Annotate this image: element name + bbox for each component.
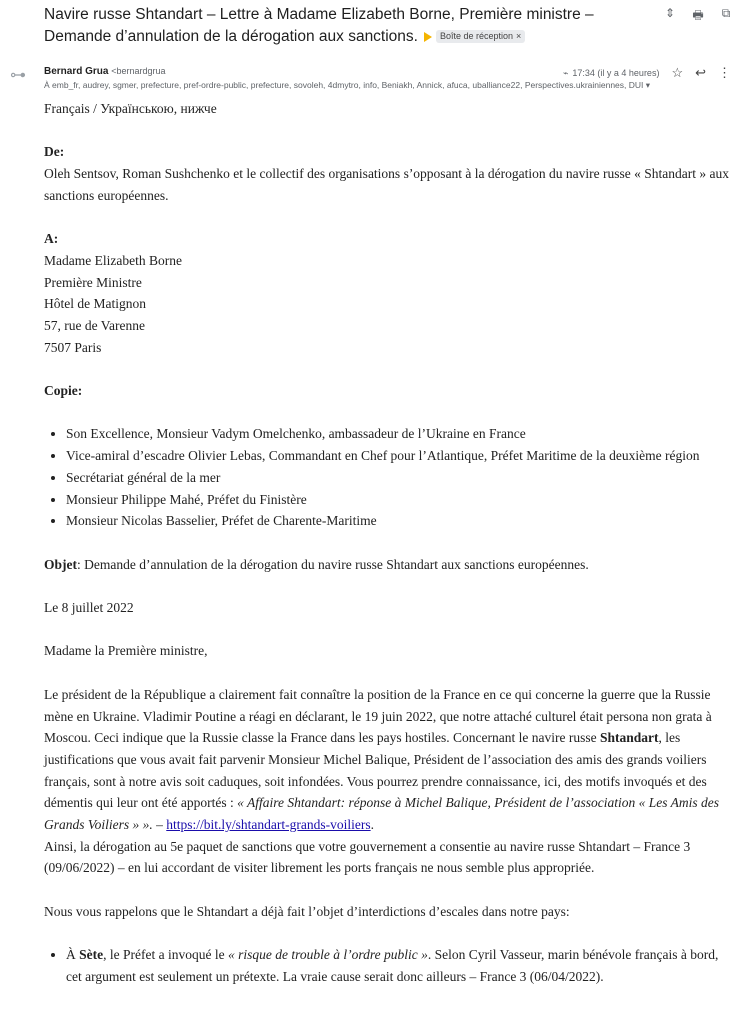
- port-name: Sète: [79, 947, 104, 963]
- paragraph-2: Ainsi, la dérogation au 5e paquet de sanctions que votre gouvernement a consentie au navire russe Shtandart – France 3 (09/06/2022) – en lui accordant de visiter librement les ports français ne nous semble plus appropriée.: [44, 838, 691, 876]
- print-icon[interactable]: 🖶: [692, 8, 704, 22]
- from-text: Oleh Sentsov, Roman Sushchenko et le collectif des organisations s’opposant à la dérogation du navire russe « Shtandart » aux sanctions européennes.: [44, 166, 729, 203]
- sender-line: [44, 66, 166, 77]
- sender-name[interactable]: Bernard Grua: [44, 66, 109, 77]
- reply-icon[interactable]: ↩: [695, 65, 706, 80]
- sender-email: <bernardgrua: [111, 66, 166, 76]
- address-line-3: Hôtel de Matignon: [44, 296, 146, 312]
- copy-label: Copie:: [44, 383, 83, 399]
- language-line: Français / Українською, нижче: [44, 101, 217, 116]
- paragraph-1-end: .: [370, 817, 374, 833]
- object-line: [44, 554, 734, 576]
- bullet-text-c: . Selon Cyril Vasseur, marin bénévole français à bord, cet argument est seulement un prétexte. La vraie cause serait donc ailleurs – France 3 (06/04/2022).: [66, 947, 719, 984]
- paragraph-1-text-b: , les justifications que vous avait fait parvenir Monsieur Michel Balique, Président de l’association des amis des grands voiliers français, sont à notre avis soit caduques, soit infondées. Vous pourrez prendre connaissance, ici, des motifs invoqués et des démentis qui leur ont été apportés :: [44, 730, 707, 811]
- paragraph-1: [44, 684, 734, 836]
- recipients-dropdown-icon[interactable]: ▾: [645, 80, 651, 90]
- recipients-text: À emb_fr, audrey, sgmer, prefecture, pref-ordre-public, prefecture, sovoleh, 4dmytro, info, Beniakh, Annick, afuca, uballiance22, Perspectives.ukrainiennes, DUI: [44, 80, 644, 90]
- recipients-line[interactable]: [44, 80, 694, 91]
- message-meta: [563, 65, 731, 81]
- copy-item: • Monsieur Philippe Mahé, Préfet du Finistère: [66, 489, 734, 511]
- importance-marker-icon[interactable]: [424, 32, 432, 42]
- more-options-icon[interactable]: ⋮: [718, 65, 731, 80]
- letter-date: Le 8 juillet 2022: [44, 600, 134, 616]
- message-time: 17:34 (il y a 4 heures): [572, 68, 660, 78]
- copy-item: • Vice-amiral d’escadre Olivier Lebas, Commandant en Chef pour l’Atlantique, Préfet Maritime de la deuxième région: [66, 445, 734, 467]
- inbox-label[interactable]: [436, 30, 525, 43]
- bullet-quote: « risque de trouble à l’ordre public »: [227, 947, 428, 963]
- expand-all-icon[interactable]: ⇕: [664, 6, 676, 20]
- ship-name: Shtandart: [600, 730, 659, 746]
- bullet-text-b: , le Préfet a invoqué le: [103, 947, 228, 963]
- address-line-1: Madame Elizabeth Borne: [44, 252, 182, 268]
- subject-text: Navire russe Shtandart – Lettre à Madame Elizabeth Borne, Première ministre – Demande d’annulation de la dérogation aux sanctions.: [44, 6, 594, 45]
- copy-list: [44, 423, 734, 532]
- list-item: [66, 944, 734, 987]
- copy-item: • Secrétariat général de la mer: [66, 467, 734, 489]
- star-icon[interactable]: ☆: [671, 65, 684, 80]
- article-link[interactable]: https://bit.ly/shtandart-grands-voiliers: [166, 817, 371, 833]
- object-text: : Demande d’annulation de la dérogation du navire russe Shtandart aux sanctions européennes.: [77, 556, 589, 572]
- paragraph-1-dash: –: [152, 817, 167, 833]
- copy-item: • Monsieur Nicolas Basselier, Préfet de Charente-Maritime: [66, 510, 734, 532]
- from-label: De:: [44, 144, 65, 160]
- address-line-2: Première Ministre: [44, 274, 142, 290]
- to-label: A:: [44, 231, 59, 247]
- sender-avatar[interactable]: ⊶: [10, 67, 26, 84]
- inbox-label-text: Boîte de réception: [439, 31, 514, 42]
- email-subject: [44, 4, 644, 48]
- port-ban-list: [44, 944, 734, 987]
- paragraph-3: Nous vous rappelons que le Shtandart a déjà fait l’objet d’interdictions d’escales dans notre pays:: [44, 903, 570, 919]
- copy-item: • Son Excellence, Monsieur Vadym Omelchenko, ambassadeur de l’Ukraine en France: [66, 423, 734, 445]
- address-line-4: 57, rue de Varenne: [44, 318, 145, 333]
- message-body: [44, 98, 734, 988]
- top-actions: [663, 6, 733, 27]
- article-title: « Affaire Shtandart: réponse à Michel Balique, Président de l’association « Les Amis des Grands Voiliers » ».: [44, 795, 720, 833]
- label-remove-icon[interactable]: ×: [516, 31, 522, 42]
- address-line-5: 7507 Paris: [44, 339, 102, 355]
- salutation: Madame la Première ministre,: [44, 643, 208, 659]
- bullet-text-a: À: [66, 947, 80, 963]
- object-label: Objet: [44, 556, 77, 572]
- open-new-window-icon[interactable]: ⧉: [721, 6, 731, 20]
- attachment-icon: ⌁: [562, 67, 569, 78]
- paragraph-1-text-a: Le président de la République a clairement fait connaître la position de la France en ce qui concerne la guerre que la Russie mène en Ukraine. Vladimir Poutine a réagi en déclarant, le 19 juin 2022, que notre attaché culturel était persona non grata à Moscou. Ceci indique que la Russie classe la France dans les pays hostiles. Concernant le navire russe: [44, 686, 712, 746]
